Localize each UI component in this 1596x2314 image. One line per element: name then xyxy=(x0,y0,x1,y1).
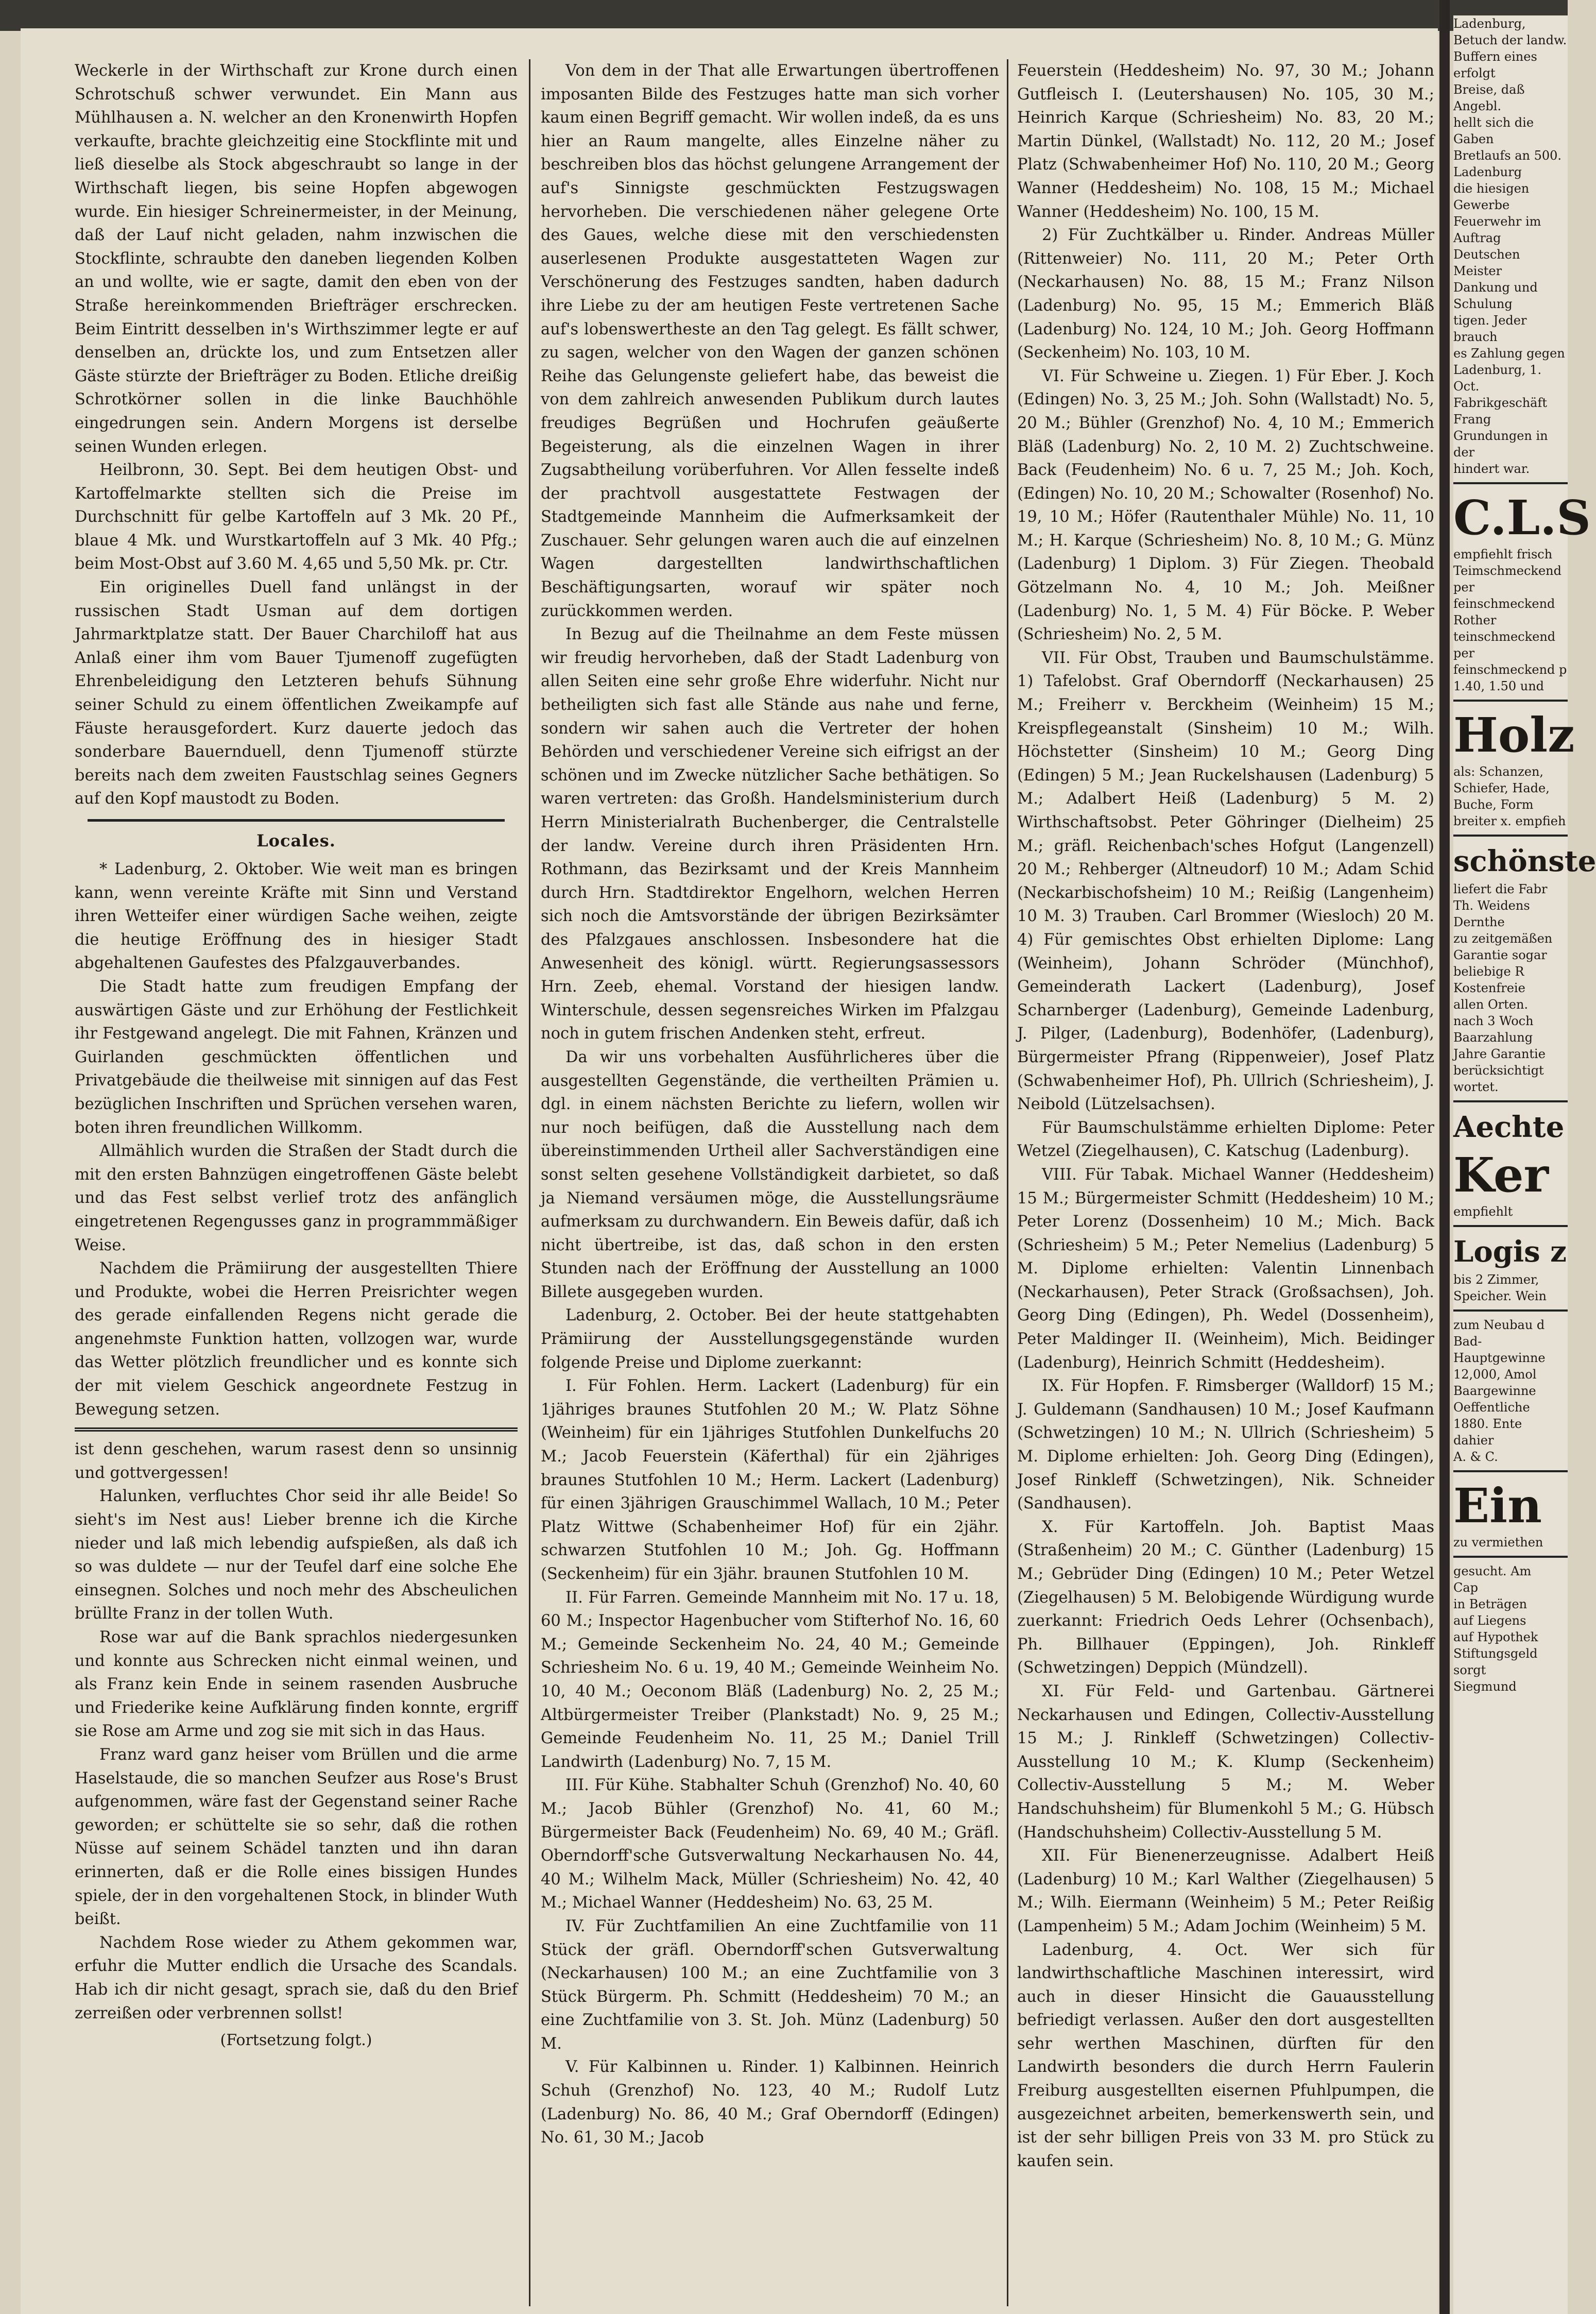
ad-line: empfiehlt frisch xyxy=(1453,547,1553,562)
ad-text xyxy=(1453,881,1568,1095)
ad-line: Breise, daß Angebl. xyxy=(1453,82,1525,113)
feuilleton-paragraph: Franz ward ganz heiser vom Brüllen und die arme Haselstaude, die so manchen Seufzer aus Rose's Brust aufgenommen, wäre fast der Gegenstand seiner Rache geworden; er schüttelte sie so sehr, daß die rothen Nüsse auf seinem Schädel tanzten und ihn daran erinnerten, daß er die Rolle eines bissigen Hundes spiele, der in den vorgehaltenen Stock, in blinder Wuth beißt. xyxy=(75,1745,518,1929)
ad-line: teinschmeckend per xyxy=(1453,629,1556,660)
article-paragraph: Ladenburg, 4. Oct. Wer sich für landwirthschaftliche Maschinen interessirt, wird auch in dieser Hinsicht die Gauausstellung befriedigt verlassen. Außer den dort ausgestellten sehr werthen Maschinen, dürften für den Landwirth besonders die durch Herrn Faulerin Freiburg ausgestellten eisernen Pfuhlpumpen, die ausgezeichnet arbeiten, bemerkenswerth sein, und ist der sehr billigen Preis von 33 M. pro Stück zu kaufen sein. xyxy=(1017,1941,1434,2170)
ad-headline: Ein xyxy=(1453,1478,1542,1534)
ad-text xyxy=(1453,1317,1568,1465)
ad-line: Baargewinne xyxy=(1453,1384,1536,1398)
ad-divider xyxy=(1453,1225,1568,1227)
ad-line: bis 2 Zimmer, xyxy=(1453,1272,1539,1287)
ad-line: feinschmeckend xyxy=(1453,597,1555,611)
ad-line: berücksichtigt xyxy=(1453,1063,1544,1078)
article-paragraph: Da wir uns vorbehalten Ausführlicheres über die ausgestellten Gegenstände, die vertheilten Prämien u. dgl. in einem nächsten Berichte zu liefern, wollen wir nur noch beifügen, daß die Ausstellung nach dem übereinstimmenden Urtheil aller Sachverständigen eine sonst selten gesehene Vollständigkeit darbietet, so daß ja Niemand versäumen möge, die Ausstellungsräume aufmerksam zu durchwandern. Ein Beweis dafür, daß ich nicht übertreibe, ist das, daß schon in den ersten Stunden nach der Eröffnung der Ausstellung an 1000 Billete ausgegeben wurden. xyxy=(541,1048,999,1301)
page-binding xyxy=(1439,0,1450,2314)
ad-divider xyxy=(1453,1556,1568,1558)
column-rule xyxy=(529,59,530,2306)
article-paragraph: In Bezug auf die Theilnahme an dem Feste müssen wir freudig hervorheben, daß der Stadt Ladenburg von allen Seiten eine sehr große Ehre widerfuhr. Nicht nur betheiligten sich fast alle Stände aus nahe und ferne, sondern wir sahen auch die Vertreter der hohen Behörden und verschiedener Vereine sich eifrigst an der schönen und im Zwecke nützlicher Sache bethätigen. So waren vertreten: das Großh. Handelsministerium durch Herrn Ministerialrath Buchenberger, die Centralstelle der landw. Vereine durch ihren Präsidenten Hrn. Rothmann, das Bezirksamt und der Kreis Mannheim durch Hrn. Stadtdirektor Engelhorn, welchen Herren sich noch die Amtsvorstände der übrigen Bezirksämter des Pfalzgaues anschlossen. Insbesondere hat die Anwesenheit des königl. württ. Regierungsassessors Hrn. Zeeb, ehemal. Vorstand der hiesigen landw. Winterschule, dessen segensreiches Wirken im Pfalzgau noch in gutem frischen Andenken steht, erfreut. xyxy=(541,625,999,1043)
ad-headline: C.L.S xyxy=(1453,490,1591,546)
feuilleton-paragraph: Halunken, verfluchtes Chor seid ihr alle Beide! So sieht's im Nest aus! Lieber brenne ich die Kirche nieder und laß mich lebendig aufspießen, als daß ich so was duldete — nur der Teufel darf eine solche Ehe einsegnen. Solches und noch mehr des Abscheulichen brüllte Franz in der tollen Wuth. xyxy=(75,1487,518,1623)
ad-line: die hiesigen Gewerbe xyxy=(1453,181,1530,212)
ad-line: Oeffentliche xyxy=(1453,1400,1530,1415)
ad-line: Teimschmeckend per xyxy=(1453,564,1561,594)
continued-note: (Fortsetzung folgt.) xyxy=(220,2031,372,2050)
ad-line: als: Schanzen, xyxy=(1453,764,1544,779)
article-paragraph: Von dem in der That alle Erwartungen übertroffenen imposanten Bilde des Festzuges hatte man sich vorher kaum einen Begriff gemacht. Wir wollen indeß, da es uns hier an Raum mangelte, alles Einzelne näher zu beschreiben blos das höchst gelungene Arrangement der auf's Sinnigste geschmückten Festzugswagen hervorheben. Die verschiedenen näher gelegene Orte des Gaues, welche diese mit den verschiedensten auserlesenen Produkte ausgestatteten Wagen zur Verschönerung des Festzuges sandten, haben dadurch ihre Liebe zu der am heutigen Feste vertretenen Sache auf's lobenswertheste an den Tag gelegt. Es fällt schwer, zu sagen, welcher von den Wagen der ganzen schönen Reihe das Gelungenste geliefert habe, das beweist die von dem zahlreich anwesenden Publikum durch lautes freudiges Begrüßen und Hochrufen geäußerte Begeisterung, als die einzelnen Wagen in ihrer Zugsabtheilung vorüberfuhren. Vor Allen fesselte indeß der prachtvoll ausgestattete Festwagen der Stadtgemeinde Mannheim die Aufmerksamkeit der Zuschauer. Sehr gelungen waren auch die auf einzelnen Wagen dargestellten landwirthschaftlichen Beschäftigungsarten, worauf wir später noch zurückkommen werden. xyxy=(541,62,999,620)
feuilleton-paragraph: Rose war auf die Bank sprachlos niedergesunken und konnte aus Schrecken nicht einmal weinen, und als Franz kein Ende in seinem rasenden Ausbruche und Friederike keine Aufklärung finden konnte, ergriff sie Rose am Arme und zog sie mit sich in das Haus. xyxy=(75,1628,518,1741)
article-paragraph: Weckerle in der Wirthschaft zur Krone durch einen Schrotschuß schwer verwundet. Ein Mann aus Mühlhausen a. N. welcher an den Kronenwirth Hopfen verkaufte, brachte gleichzeitig eine Stockflinte mit und ließ dieselbe als Stock abgeschraubt so lange in der Wirthschaft liegen, bis seine Hopfen abgewogen wurde. Ein hiesiger Schreinermeister, in der Meinung, daß der Lauf nicht geladen, nahm inzwischen die Stockflinte, schraubte den daneben liegenden Kolben an und wollte, wie er sagte, damit den eben von der Straße hereinkommenden Briefträger erschrecken. Beim Eintritt desselben in's Wirthszimmer legte er auf denselben an, drückte los, und zum Entsetzen aller Gäste stürzte der Briefträger zu Boden. Etliche dreißig Schrotkörner sollen in die linke Bauchhöhle eingedrungen sein. Andern Morgens ist derselbe seinen Wunden erlegen. xyxy=(75,62,518,456)
ad-line: Bretlaufs an 500. xyxy=(1453,148,1562,163)
prize-list-paragraph: 2) Für Zuchtkälber u. Rinder. Andreas Müller (Rittenweier) No. 111, 20 M.; Peter Orth (Neckarhausen) No. 88, 15 M.; Franz Nilson (Ladenburg) No. 95, 15 M.; Emmerich Bläß (Ladenburg) No. 124, 10 M.; Joh. Georg Hoffmann (Seckenheim) No. 103, 10 M. xyxy=(1017,226,1434,362)
ad-line: Buche, Form xyxy=(1453,797,1534,812)
ad-divider xyxy=(1453,1309,1568,1312)
ad-divider xyxy=(1453,1100,1568,1102)
section-heading-locales: Locales. xyxy=(256,831,336,850)
prize-list-paragraph: VIII. Für Tabak. Michael Wanner (Heddesheim) 15 M.; Bürgermeister Schmitt (Heddesheim) 10 M.; Peter Lorenz (Dossenheim) 10 M.; Mich. Back (Schriesheim) 5 M.; Peter Nemelius (Ladenburg) 5 M. Diplome erhielten: Valentin Linnenbach (Neckarhausen), Peter Strack (Großsachsen), Joh. Georg Ding (Edingen), Ph. Wedel (Dossenheim), Peter Maldinger II. (Weinheim), Mich. Beidinger (Ladenburg), Heinrich Schmitt (Heddesheim). xyxy=(1017,1165,1434,1372)
ad-text xyxy=(1453,1203,1568,1220)
prize-list-paragraph: XII. Für Bienenerzeugnisse. Adalbert Heiß (Ladenburg) 10 M.; Karl Walther (Ziegelhausen) 5 M.; Wilh. Eiermann (Weinheim) 5 M.; Peter Reißig (Lampenheim) 5 M.; Adam Jochim (Weinheim) 5 M. xyxy=(1017,1847,1434,1935)
ad-headline: Aechte xyxy=(1453,1110,1565,1144)
article-paragraph: Ladenburg, 2. October. Bei der heute stattgehabten Prämiirung der Ausstellungsgegenstände wurden folgende Preise und Diplome zuerkannt: xyxy=(541,1306,999,1372)
prize-list-paragraph: I. Für Fohlen. Herm. Lackert (Ladenburg) für ein 1jähriges braunes Stutfohlen 20 M.; W. Platz Söhne (Weinheim) für ein 1jähriges Stutfohlen Dunkelfuchs 20 M.; Jacob Feuerstein (Käferthal) für ein 2jähriges braunes Stutfohlen 10 M.; Herm. Lackert (Ladenburg) für einen 3jährigen Grauschimmel Wallach, 10 M.; Peter Platz Wittwe (Schabenheimer Hof) für ein 2jähr. schwarzen Stutfohlen 10 M.; Joh. Gg. Hoffmann (Seckenheim) für ein 3jähr. braunen Stutfohlen 10 M. xyxy=(541,1377,999,1583)
feuilleton-paragraph: ist denn geschehen, warum rasest denn so unsinnig und gottvergessen! xyxy=(75,1440,518,1482)
prize-list-paragraph: XI. Für Feld- und Gartenbau. Gärtnerei Neckarhausen und Edingen, Collectiv-Ausstellung 15 M.; J. Rinkleff (Schwetzingen) Collectiv-Ausstellung 10 M.; K. Klump (Seckenheim) Collectiv-Ausstellung 5 M.; M. Weber Handschuhsheim) für Blumenkohl 5 M.; G. Hübsch (Handschuhsheim) Collectiv-Ausstellung 5 M. xyxy=(1017,1682,1434,1842)
section-divider xyxy=(88,819,505,822)
ad-line: Deutschen Meister xyxy=(1453,247,1520,278)
prize-list-paragraph: IV. Für Zuchtfamilien An eine Zuchtfamilie von 11 Stück der gräfl. Oberndorff'schen Gutsverwaltung (Neckarhausen) 100 M.; an eine Zuchtfamilie von 3 Stück Bürgerm. Ph. Schmitt (Heddesheim) 70 M.; an eine Zuchtfamilie von 3. St. Joh. Münz (Ladenburg) 50 M. xyxy=(541,1917,999,2053)
ad-divider xyxy=(1453,835,1568,837)
ad-headline: Ker xyxy=(1453,1147,1549,1203)
prize-list-paragraph: X. Für Kartoffeln. Joh. Baptist Maas (Straßenheim) 20 M.; C. Günther (Ladenburg) 15 M.; Gebrüder Ding (Edingen) 10 M.; Peter Wetzel (Ziegelhausen) 5 M. Belobigende Würdigung wurde zuerkannt: Friedrich Oeds Lehrer (Ochsenbach), Ph. Billhauer (Eppingen), Joh. Rinkleff (Schwetzingen) Deppich (Mündzell). xyxy=(1017,1518,1434,1677)
ad-headline: schönste xyxy=(1453,844,1596,878)
ad-divider xyxy=(1453,482,1568,484)
ad-line: 1.40, 1.50 und xyxy=(1453,679,1544,693)
ad-line: feinschmeckend p xyxy=(1453,662,1567,677)
prize-list-paragraph: Feuerstein (Heddesheim) No. 97, 30 M.; Johann Gutfleisch I. (Leutershausen) No. 105, 30 M.; Heinrich Karque (Schriesheim) No. 83, 20 M.; Martin Dünkel, (Wallstadt) No. 112, 20 M.; Josef Platz (Schwabenheimer Hof) No. 110, 20 M.; Georg Wanner (Heddesheim) No. 108, 15 M.; Michael Wanner (Heddesheim) No. 100, 15 M. xyxy=(1017,62,1434,221)
column-rule xyxy=(1007,59,1008,2306)
ad-line: Ladenburg xyxy=(1453,165,1522,179)
ad-line: Speicher. Wein xyxy=(1453,1289,1547,1303)
ad-line: dahier xyxy=(1453,1433,1494,1448)
ad-line: Jahre Garantie xyxy=(1453,1047,1546,1061)
ad-line: A. & C. xyxy=(1453,1450,1498,1464)
ad-line: Grundungen in der xyxy=(1453,429,1548,460)
ad-line: sorgt xyxy=(1453,1663,1486,1677)
ad-line: breiter x. empfieh xyxy=(1453,814,1566,828)
ad-text xyxy=(1453,1534,1568,1551)
ad-line: Dankung und Schulung xyxy=(1453,280,1538,311)
ad-line: Dernthe xyxy=(1453,915,1505,929)
column-2 xyxy=(541,59,999,2306)
ad-line: Siegmund xyxy=(1453,1679,1517,1694)
ad-line: 12,000, Amol xyxy=(1453,1367,1537,1382)
article-paragraph: Die Stadt hatte zum freudigen Empfang der auswärtigen Gäste und zur Erhöhung der Festlichkeit ihr Festgewand angelegt. Die mit Fahnen, Kränzen und Guirlanden geschmückten öffentlichen und Privatgebäude die theilweise mit sinnigen auf das Fest bezüglichen Inschriften und Sprüchen versehen waren, boten ihren freundlichen Willkomm. xyxy=(75,977,518,1137)
article-paragraph: Allmählich wurden die Straßen der Stadt durch die mit den ersten Bahnzügen eingetroffenen Gäste belebt und das Fest selbst verlief trotz des anfänglich eingetretenen Regengusses ganz in programmmäßiger Weise. xyxy=(75,1142,518,1254)
prize-list-paragraph: II. Für Farren. Gemeinde Mannheim mit No. 17 u. 18, 60 M.; Inspector Hagenbucher vom Stifterhof No. 16, 60 M.; Gemeinde Seckenheim No. 24, 40 M.; Gemeinde Schriesheim No. 6 u. 19, 40 M.; Gemeinde Weinheim No. 10, 40 M.; Oeconom Bläß (Ladenburg) No. 2, 25 M.; Altbürgermeister Treiber (Plankstadt) No. 9, 25 M.; Gemeinde Feudenheim No. 11, 25 M.; Daniel Trill Landwirth (Ladenburg) No. 7, 15 M. xyxy=(541,1588,999,1771)
ad-line: 1880. Ente xyxy=(1453,1417,1522,1431)
ad-text xyxy=(1453,595,1568,694)
ad-line: gesucht. Am xyxy=(1453,1564,1532,1578)
ad-line: Rother xyxy=(1453,613,1497,627)
article-paragraph: Ein originelles Duell fand unlängst in der russischen Stadt Usman auf dem dortigen Jahrmarktplatze statt. Der Bauer Charchiloff hat aus Anlaß einer ihm vom Bauer Tjumenoff zugefügten Ehrenbeleidigung den Letzteren behufs Sühnung seiner Schuld zu einem öffentlichen Zweikampfe auf Fäuste herausgefordert. Kurz dauerte jedoch das sonderbare Bauernduell, denn Tjumenoff stürzte bereits nach dem zweiten Faustschlag seines Gegners auf den Kopf maustodt zu Boden. xyxy=(75,578,518,808)
ad-line: auf Hypothek xyxy=(1453,1630,1538,1644)
ad-line: liefert die Fabr xyxy=(1453,882,1548,896)
ad-line: Baarzahlung xyxy=(1453,1030,1533,1045)
ad-divider xyxy=(1453,1470,1568,1472)
ad-line: Betuch der landw. xyxy=(1453,33,1567,47)
ad-line: empfiehlt xyxy=(1453,1204,1513,1219)
ad-line: Stiftungsgeld xyxy=(1453,1646,1538,1661)
ad-text xyxy=(1453,763,1568,829)
ad-line: hellt sich die Gaben xyxy=(1453,115,1534,146)
ad-line: allen Orten. xyxy=(1453,997,1529,1012)
ad-line: beliebige R xyxy=(1453,964,1524,979)
ad-line: Feuerwehr im Auftrag xyxy=(1453,214,1541,245)
ad-line: Schiefer, Hade, xyxy=(1453,781,1550,795)
ad-text xyxy=(1453,1271,1568,1304)
feuilleton-divider xyxy=(75,1427,518,1432)
article-paragraph: Nachdem die Prämiirung der ausgestellten Thiere und Produkte, wobei die Herren Preisrichter wegen des gerade einfallenden Regens nicht gerade die angenehmste Funktion hatten, vollzogen war, wurde das Wetter plötzlich freundlicher und es konnte sich der mit vielem Geschick angeordnete Festzug in Bewegung setzen. xyxy=(75,1260,518,1419)
column-1 xyxy=(75,59,518,2306)
ad-line: Ladenburg, 1. Oct. xyxy=(1453,363,1542,394)
ad-line: wortet. xyxy=(1453,1080,1499,1094)
prize-list-paragraph: V. Für Kalbinnen u. Rinder. 1) Kalbinnen. Heinrich Schuh (Grenzhof) No. 123, 40 M.; Rudolf Lutz (Ladenburg) No. 86, 40 M.; Graf Oberndorff (Edingen) No. 61, 30 M.; Jacob xyxy=(541,2058,999,2147)
ad-line: Buffern eines erfolgt xyxy=(1453,49,1537,80)
ad-line: Kostenfreie xyxy=(1453,981,1525,995)
ad-line: hindert war. xyxy=(1453,462,1530,476)
ad-line: Th. Weidens xyxy=(1453,898,1530,913)
ad-line: Cap xyxy=(1453,1580,1479,1595)
prize-list-paragraph: VI. Für Schweine u. Ziegen. 1) Für Eber. J. Koch (Edingen) No. 3, 25 M.; Joh. Sohn (Wallstadt) No. 5, 20 M.; Bühler (Grenzhof) No. 4, 10 M.; Emmerich Bläß (Ladenburg) No. 2, 10 M. 2) Zuchtschweine. Back (Feudenheim) No. 6 u. 7, 25 M.; Joh. Koch, (Edingen) No. 10, 20 M.; Schowalter (Rosenhof) No. 19, 10 M.; Höfer (Rautenthaler Mühle) No. 11, 10 M.; H. Karque (Schriesheim) No. 8, 10 M.; G. Münz (Ladenburg) 1 Diplom. 3) Für Ziegen. Theobald Götzelmann No. 4, 10 M.; Joh. Meißner (Ladenburg) No. 1, 5 M. 4) Für Böcke. P. Weber (Schriesheim) No. 2, 5 M. xyxy=(1017,367,1434,644)
ad-column-top-text xyxy=(1453,15,1568,477)
ad-headline: Logis z xyxy=(1453,1235,1567,1269)
article-paragraph: Heilbronn, 30. Sept. Bei dem heutigen Obst- und Kartoffelmarkte stellten sich die Preise im Durchschnitt für gelbe Kartoffeln auf 3 Mk. 20 Pf., blaue 4 Mk. und Wurstkartoffeln auf 3 Mk. 40 Pfg.; beim Most-Obst auf 3.60 M. 4,65 und 5,50 Mk. pr. Ctr. xyxy=(75,461,518,573)
prize-list-paragraph: III. Für Kühe. Stabhalter Schuh (Grenzhof) No. 40, 60 M.; Jacob Bühler (Grenzhof) No. 41, 60 M.; Bürgermeister Back (Feudenheim) No. 69, 40 M.; Gräfl. Oberndorff'sche Gutsverwaltung Neckarhausen No. 44, 40 M.; Wilhelm Mack, Müller (Schriesheim) No. 42, 40 M.; Michael Wanner (Heddesheim) No. 63, 25 M. xyxy=(541,1776,999,1912)
ad-line: tigen. Jeder brauch xyxy=(1453,313,1527,344)
adjacent-page-ads xyxy=(1453,15,1596,2314)
column-3 xyxy=(1017,59,1434,2306)
ad-line: zu vermiethen xyxy=(1453,1535,1543,1550)
ad-headline: Holz xyxy=(1453,707,1575,763)
ad-line: nach 3 Woch xyxy=(1453,1014,1534,1028)
article-paragraph: * Ladenburg, 2. Oktober. Wie weit man es bringen kann, wenn vereinte Kräfte mit Sinn und Verstand ihren Wetteifer einer würdigen Sache weihen, zeigte die heutige Eröffnung des in hiesiger Stadt abgehaltenen Gaufestes des Pfalzgauverbandes. xyxy=(75,860,518,973)
ad-text xyxy=(1453,546,1568,595)
ad-line: zu zeitgemäßen xyxy=(1453,931,1553,946)
prize-list-paragraph: IX. Für Hopfen. F. Rimsberger (Walldorf) 15 M.; J. Guldemann (Sandhausen) 10 M.; Josef Kaufmann (Schwetzingen) 10 M.; N. Ullrich (Schriesheim) 5 M. Diplome erhielten: Joh. Georg Ding (Edingen), Josef Rinkleff (Schwetzingen), Nik. Schneider (Sandhausen). xyxy=(1017,1377,1434,1513)
ad-line: es Zahlung gegen xyxy=(1453,346,1565,361)
ad-divider xyxy=(1453,700,1568,702)
ad-line: auf Liegens xyxy=(1453,1613,1526,1628)
prize-list-paragraph: VII. Für Obst, Trauben und Baumschulstämme. 1) Tafelobst. Graf Oberndorff (Neckarhausen) 25 M.; Freiherr v. Berckheim (Weinheim) 15 M.; Kreispflegeanstalt (Sinsheim) 10 M.; Wilh. Höchstetter (Sinsheim) 10 M.; Georg Ding (Edingen) 5 M.; Jean Ruckelshausen (Ladenburg) 5 M.; Adalbert Heiß (Ladenburg) 5 M. 2) Wirthschaftsobst. Peter Göhringer (Dielheim) 25 M.; gräfl. Reichenbach'sches Hofgut (Langenzell) 20 M.; Rehberger (Altneudorf) 10 M.; Adam Schid (Neckarbischofsheim) 10 M.; Reißig (Langenheim) 10 M. 3) Trauben. Carl Brommer (Wiesloch) 20 M. 4) Für gemischtes Obst erhielten Diplome: Lang (Weinheim), Johann Schröder (Münchhof), Gemeinderath Lackert (Ladenburg), Josef Scharnberger (Ladenburg), Gemeinde Ladenburg, J. Pilger, (Ladenburg), Bodenhöfer, (Ladenburg), Bürgermeister Pfrang (Rippenweier), Josef Platz (Schwabenheimer Hof), Ph. Ullrich (Schriesheim), J. Neibold (Lützelsachsen). xyxy=(1017,649,1434,1114)
ad-line: Fabrikgeschäft Frang xyxy=(1453,396,1548,427)
ad-line: zum Neubau d xyxy=(1453,1318,1545,1332)
ad-line: Ladenburg, xyxy=(1453,16,1526,31)
ad-line: in Beträgen xyxy=(1453,1597,1528,1611)
feuilleton-paragraph: Nachdem Rose wieder zu Athem gekommen war, erfuhr die Mutter endlich die Ursache des Scandals. Hab ich dir nicht gesagt, sprach sie, daß du den Brief zerreißen oder verbrennen sollst! xyxy=(75,1933,518,2022)
scan-top-edge xyxy=(0,0,1568,31)
ad-line: Bad- xyxy=(1453,1334,1482,1349)
prize-list-paragraph: Für Baumschulstämme erhielten Diplome: Peter Wetzel (Ziegelhausen), C. Katschug (Ladenburg). xyxy=(1017,1118,1434,1161)
ad-text xyxy=(1453,1563,1568,1695)
ad-line: Hauptgewinne xyxy=(1453,1351,1546,1365)
ad-line: Garantie sogar xyxy=(1453,948,1547,962)
